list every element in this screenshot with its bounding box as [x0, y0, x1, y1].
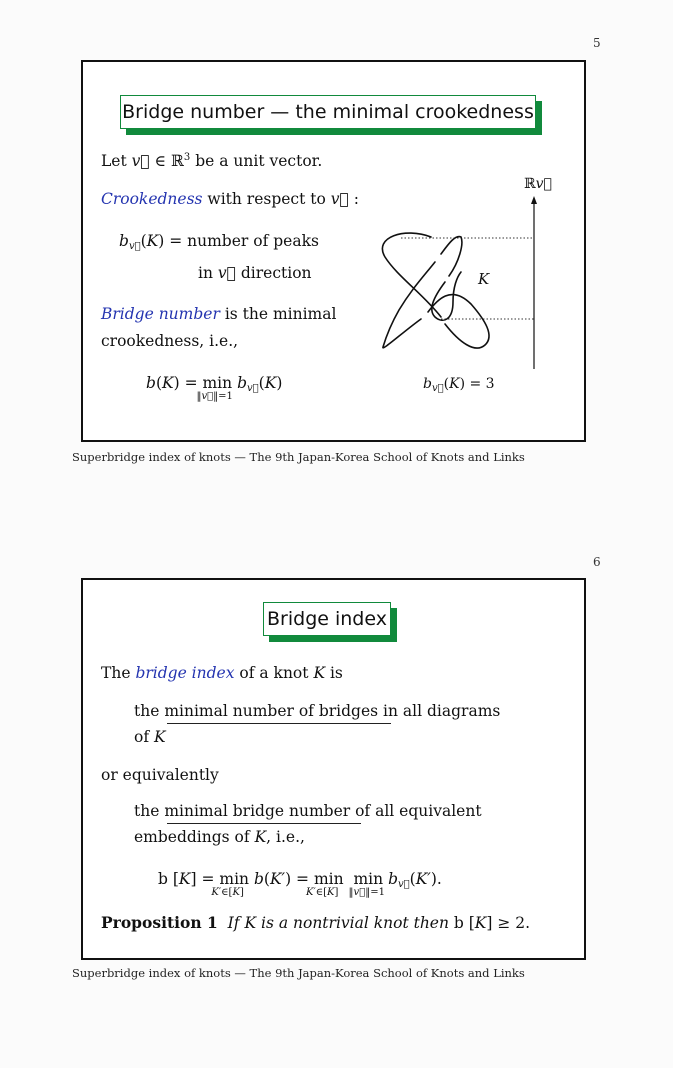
crookedness-ie-line: crookedness, i.e.,	[101, 332, 239, 350]
crookedness-line: Crookedness with respect to v⃗ :	[101, 190, 359, 208]
slide-title: Bridge index	[263, 602, 391, 636]
underline	[167, 823, 361, 824]
slide-bridge-number	[81, 60, 586, 442]
definition-line-embeddings: the minimal bridge number of all equivalent	[134, 802, 482, 820]
definition-line-of-k: of K	[134, 728, 166, 746]
axis-arrowhead	[531, 196, 537, 204]
knot-strand	[428, 295, 489, 349]
proposition-label: Proposition 1	[101, 913, 218, 932]
slide-footer: Superbridge index of knots — The 9th Japan-Korea School of Knots and Links	[72, 450, 525, 464]
underlined-phrase: minimal bridge number	[164, 802, 351, 820]
or-equivalently: or equivalently	[101, 766, 219, 784]
trefoil-knot-figure	[83, 62, 588, 444]
bridge-number-line: Bridge number is the minimal	[101, 305, 337, 323]
axis-label: ℝv⃗	[524, 176, 552, 192]
underlined-phrase: minimal number of bridges	[164, 702, 379, 720]
figure-caption: $b_{v⃗}(K) = 3$	[423, 376, 495, 394]
slide-title: Bridge number — the minimal crookedness	[120, 95, 536, 129]
knot-strand	[383, 262, 435, 348]
bridge-index-formula: b [K] = min K′∈[K] b(K′) = min K′∈[K] min ‖v⃗‖=1 $b_{v⃗}(K')$.	[158, 870, 442, 898]
bridge-number-term: Bridge number	[101, 305, 220, 323]
definition-line: Let v⃗ ∈ ℝ$^3$ be a unit vector.	[101, 152, 323, 170]
crookedness-definition: $b_{v⃗}(K)$ = number of peaks	[119, 232, 319, 252]
underline	[167, 723, 391, 724]
crookedness-term: Crookedness	[101, 190, 203, 208]
definition-line-diagrams: the minimal number of bridges in all diagrams	[134, 702, 501, 720]
definition-line-ie: embeddings of K, i.e.,	[134, 828, 305, 846]
knot-label: K	[478, 270, 490, 288]
crookedness-definition-line2: in v⃗ direction	[198, 264, 312, 282]
bridge-index-definition: The bridge index of a knot K is	[101, 664, 343, 682]
bridge-number-formula: b(K) = min ‖v⃗‖=1 $b_{v⃗}(K)$	[146, 374, 283, 402]
page-number: 6	[593, 555, 601, 569]
page-number: 5	[593, 36, 601, 50]
knot-strand	[441, 237, 462, 276]
slide-footer: Superbridge index of knots — The 9th Japan-Korea School of Knots and Links	[72, 966, 525, 980]
proposition: Proposition 1 If K is a nontrivial knot then b [K] ≥ 2.	[101, 913, 531, 932]
bridge-index-term: bridge index	[135, 664, 235, 682]
slide-bridge-index	[81, 578, 586, 960]
